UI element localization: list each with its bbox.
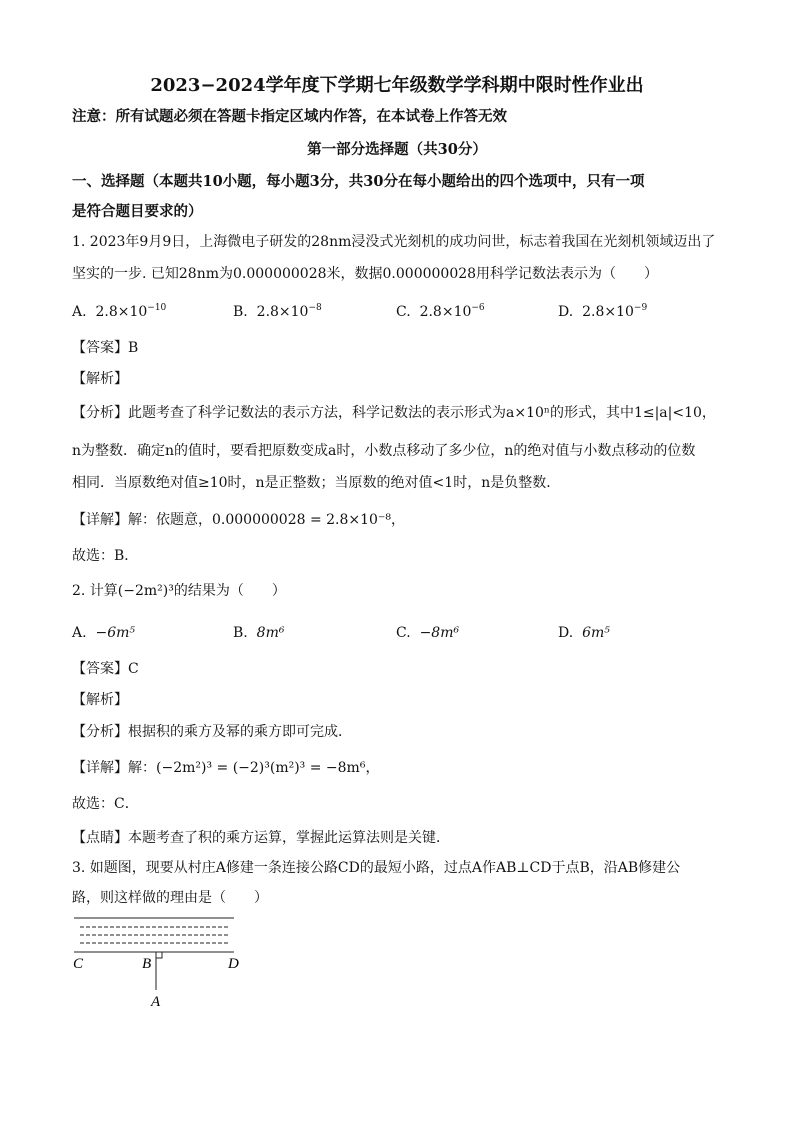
option-exp: −8 bbox=[308, 303, 322, 313]
q1-fenxi-line1: 【分析】此题考查了科学记数法的表示方法，科学记数法的表示形式为a×10ⁿ的形式，其中1≤|a|<10， bbox=[72, 405, 716, 421]
q2-option-b[interactable] bbox=[233, 623, 284, 643]
option-text: 8m⁶ bbox=[256, 625, 285, 641]
document-title: 2023−2024学年度下学期七年级数学学科期中限时性作业出 bbox=[150, 75, 644, 96]
q1-fenxi-line2: n为整数．确定n的值时，要看把原数变成a时，小数点移动了多少位，n的绝对值与小数点移动的位数 bbox=[72, 443, 696, 459]
q1-analysis-heading: 【解析】 bbox=[72, 371, 128, 387]
option-text: −6m⁵ bbox=[95, 625, 135, 641]
q1-choose: 故选：B． bbox=[72, 548, 139, 564]
option-base: 2.8×10 bbox=[419, 304, 472, 320]
q1-option-d[interactable] bbox=[558, 302, 647, 322]
option-exp: −9 bbox=[633, 303, 648, 313]
option-exp: −10 bbox=[147, 303, 167, 313]
option-base: 2.8×10 bbox=[582, 304, 634, 320]
q1-stem-line2: 坚实的一步. 已知28nm为0.000000028米，数据0.000000028用科学记数法表示为（ ） bbox=[72, 266, 659, 282]
option-label: C. bbox=[396, 625, 411, 641]
q3-stem-line1: 3. 如题图，现要从村庄A修建一条连接公路CD的最短小路，过点A作AB⊥CD于点B，沿AB修建公 bbox=[72, 860, 681, 876]
option-text: −8m⁶ bbox=[419, 625, 460, 641]
q3-figure bbox=[68, 912, 258, 1012]
option-text: 6m⁵ bbox=[582, 625, 610, 641]
option-label: A. bbox=[72, 625, 87, 641]
q2-option-a[interactable] bbox=[72, 623, 135, 643]
option-label: B. bbox=[233, 625, 248, 641]
part1-heading: 第一部分选择题（共30分） bbox=[307, 141, 487, 158]
option-label: A. bbox=[72, 304, 87, 320]
label-a: A bbox=[151, 994, 161, 1010]
q1-option-b[interactable] bbox=[233, 302, 322, 322]
option-label: B. bbox=[233, 304, 248, 320]
q1-fenxi-line3: 相同．当原数绝对值≥10时，n是正整数；当原数的绝对值<1时，n是负整数． bbox=[72, 475, 561, 491]
option-label: D. bbox=[558, 304, 574, 320]
label-c: C bbox=[73, 956, 84, 972]
q2-choose: 故选：C． bbox=[72, 796, 139, 812]
option-label: C. bbox=[396, 304, 411, 320]
right-angle-mark bbox=[156, 952, 162, 958]
q1-option-c[interactable] bbox=[396, 302, 485, 322]
q2-fenxi: 【分析】根据积的乘方及幂的乘方即可完成． bbox=[72, 724, 352, 740]
q1-detail: 【详解】解：依题意，0.000000028 = 2.8×10⁻⁸， bbox=[72, 512, 405, 528]
q2-answer: 【答案】C bbox=[72, 661, 139, 677]
q2-stem: 2. 计算(−2m²)³的结果为（ ） bbox=[72, 583, 286, 599]
option-base: 2.8×10 bbox=[95, 304, 148, 320]
label-b: B bbox=[142, 956, 152, 972]
section1-line2: 是符合题目要求的） bbox=[72, 203, 203, 220]
option-exp: −6 bbox=[471, 303, 485, 313]
label-d: D bbox=[228, 956, 239, 972]
option-base: 2.8×10 bbox=[256, 304, 309, 320]
q2-detail: 【详解】解：(−2m²)³ = (−2)³(m²)³ = −8m⁶， bbox=[72, 760, 380, 776]
section1-line1: 一、选择题（本题共10小题，每小题3分，共30分在每小题给出的四个选项中，只有一项 bbox=[72, 173, 645, 190]
q1-option-a[interactable] bbox=[72, 302, 166, 322]
q1-stem-line1: 1. 2023年9月9日，上海微电子研发的28nm浸没式光刻机的成功问世，标志着我国在光刻机领域迈出了 bbox=[72, 234, 716, 250]
notice: 注意：所有试题必须在答题卡指定区域内作答，在本试卷上作答无效 bbox=[72, 108, 507, 125]
q2-analysis-heading: 【解析】 bbox=[72, 692, 128, 708]
q2-option-d[interactable] bbox=[558, 623, 610, 643]
q1-answer: 【答案】B bbox=[72, 340, 139, 356]
option-label: D. bbox=[558, 625, 574, 641]
q2-option-c[interactable] bbox=[396, 623, 459, 643]
q2-dianjing: 【点睛】本题考查了积的乘方运算，掌握此运算法则是关键． bbox=[72, 830, 450, 846]
q3-stem-line2: 路，则这样做的理由是（ ） bbox=[72, 890, 268, 906]
